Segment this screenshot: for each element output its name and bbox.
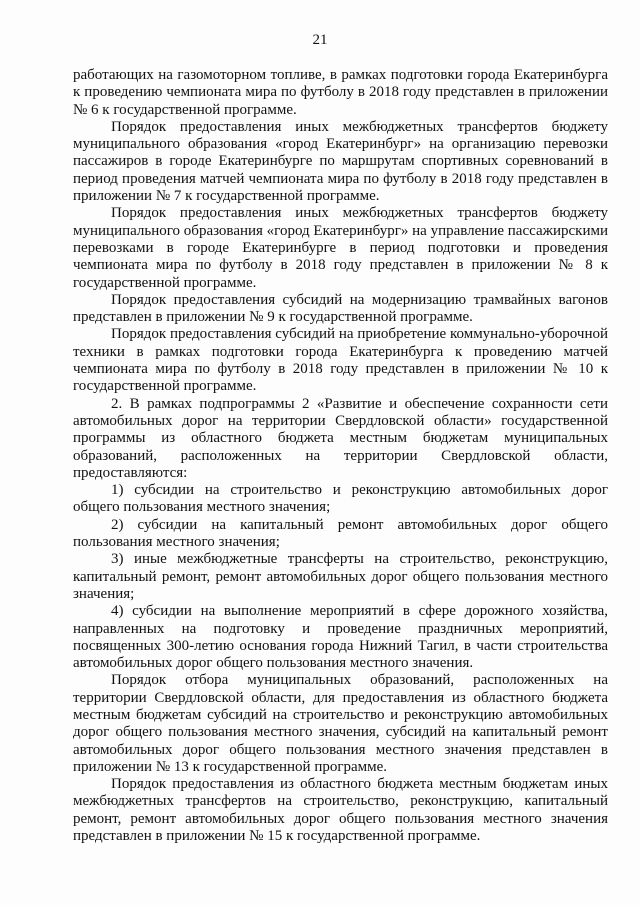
list-item: 3) иные межбюджетные трансферты на строительство, реконструкцию, капитальный ремонт, ремонт автомобильных дорог общего пользования местного значения; xyxy=(73,551,608,602)
list-item: 1) субсидии на строительство и реконструкцию автомобильных дорог общего пользования местного значения; xyxy=(73,482,608,516)
paragraph: Порядок предоставления субсидий на модернизацию трамвайных вагонов представлен в приложении № 9 к государственной программе. xyxy=(73,291,608,326)
paragraph: Порядок предоставления иных межбюджетных трансфертов бюджету муниципального образования «город Екатеринбург» на организацию перевозки пассажиров в городе Екатеринбурге по маршрутам спортивных соревнований в период проведения матчей чемпионата мира по футболу в 2018 году представлен в приложении № 7 к государственной программе. xyxy=(73,118,608,205)
paragraph: Порядок предоставления иных межбюджетных трансфертов бюджету муниципального образования «город Екатеринбург» на управление пассажирскими перевозками в городе Екатеринбурге в период подготовки и проведения чемпионата мира по футболу в 2018 году представлен в приложении № 8 к государственной программе. xyxy=(73,205,608,291)
paragraph: Порядок предоставления из областного бюджета местным бюджетам иных межбюджетных трансфертов на строительство, реконструкцию, капитальный ремонт, ремонт автомобильных дорог общего пользования местного значения представлен в приложении № 15 к государственной программе. xyxy=(73,776,608,845)
page-number: 21 xyxy=(312,32,328,48)
paragraph: 2. В рамках подпрограммы 2 «Развитие и обеспечение сохранности сети автомобильных дорог на территории Свердловской области» государственной программы из областного бюджета местным бюджетам муниципальных образований, расположенных на территории Свердловской области, предоставляются: xyxy=(73,395,608,481)
paragraph: Порядок предоставления субсидий на приобретение коммунально-уборочной техники в рамках подготовки города Екатеринбурга к проведению матчей чемпионата мира по футболу в 2018 году представлен в приложении № 10 к государственной программе. xyxy=(73,326,608,395)
list-item: 2) субсидии на капитальный ремонт автомобильных дорог общего пользования местного значения; xyxy=(73,516,608,551)
list-item: 4) субсидии на выполнение мероприятий в сфере дорожного хозяйства, направленных на подготовку и проведение праздничных мероприятий, посвященных 300-летию основания города Нижний Тагил, в части строительства автомобильных дорог общего пользования местного значения. xyxy=(73,603,608,672)
paragraph: Порядок отбора муниципальных образований, расположенных на территории Свердловской области, для предоставления из областного бюджета местным бюджетам субсидий на строительство и реконструкцию автомобильных дорог общего пользования местного значения, субсидий на капитальный ремонт автомобильных дорог общего пользования местного значения представлен в приложении № 13 к государственной программе. xyxy=(73,672,608,775)
paragraph: работающих на газомоторном топливе, в рамках подготовки города Екатеринбурга к проведению чемпионата мира по футболу в 2018 году представлен в приложении № 6 к государственной программе. xyxy=(73,67,608,118)
body-text xyxy=(73,67,608,845)
